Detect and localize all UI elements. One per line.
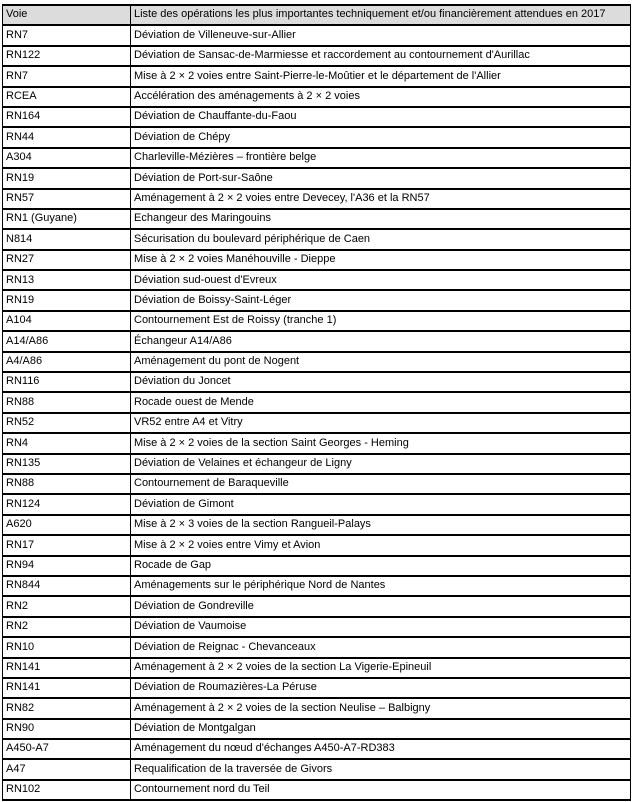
cell-voie: RN7 <box>3 66 131 86</box>
cell-voie: RN102 <box>3 780 131 800</box>
cell-operation: Aménagement du nœud d'échanges A450-A7-RD383 <box>131 739 631 759</box>
table-row <box>3 515 631 535</box>
cell-voie: RN116 <box>3 372 131 392</box>
cell-operation: Aménagements sur le périphérique Nord de Nantes <box>131 576 631 596</box>
cell-voie: RN82 <box>3 698 131 718</box>
table-row <box>3 189 631 209</box>
cell-operation: Mise à 2 × 2 voies de la section Saint Georges - Heming <box>131 433 631 453</box>
table-row <box>3 576 631 596</box>
cell-operation: Déviation de Gondreville <box>131 596 631 616</box>
cell-voie: RN2 <box>3 596 131 616</box>
table-row <box>3 596 631 616</box>
table-row <box>3 413 631 433</box>
table-row <box>3 25 631 45</box>
table-row <box>3 658 631 678</box>
cell-voie: RN57 <box>3 189 131 209</box>
cell-voie: N814 <box>3 229 131 249</box>
cell-voie: RN13 <box>3 270 131 290</box>
cell-operation: Charleville-Mézières – frontière belge <box>131 148 631 168</box>
cell-operation: Déviation de Port-sur-Saône <box>131 168 631 188</box>
cell-operation: Sécurisation du boulevard périphérique de Caen <box>131 229 631 249</box>
cell-operation: Contournement Est de Roissy (tranche 1) <box>131 311 631 331</box>
table-row <box>3 107 631 127</box>
cell-voie: RN94 <box>3 556 131 576</box>
cell-operation: Déviation de Gimont <box>131 494 631 514</box>
table-row <box>3 127 631 147</box>
cell-voie: A14/A86 <box>3 331 131 351</box>
cell-operation: Rocade de Gap <box>131 556 631 576</box>
table-row <box>3 780 631 800</box>
header-row <box>3 5 631 25</box>
cell-voie: RN88 <box>3 392 131 412</box>
cell-voie: A620 <box>3 515 131 535</box>
cell-voie: A104 <box>3 311 131 331</box>
cell-voie: A4/A86 <box>3 352 131 372</box>
operations-table <box>2 4 631 801</box>
cell-voie: RN90 <box>3 719 131 739</box>
cell-voie: RN135 <box>3 454 131 474</box>
table-row <box>3 270 631 290</box>
table-row <box>3 759 631 779</box>
cell-voie: RN844 <box>3 576 131 596</box>
table-row <box>3 556 631 576</box>
cell-operation: Mise à 2 × 2 voies entre Vimy et Avion <box>131 535 631 555</box>
column-header-voie: Voie <box>3 5 131 25</box>
cell-operation: Aménagement à 2 × 2 voies de la section La Vigerie-Epineuil <box>131 658 631 678</box>
cell-voie: RN27 <box>3 250 131 270</box>
cell-operation: Echangeur des Maringouins <box>131 209 631 229</box>
column-header-operations: Liste des opérations les plus importantes techniquement et/ou financièrement attendues en 2017 <box>131 5 631 25</box>
cell-operation: Déviation de Sansac-de-Marmiesse et raccordement au contournement d'Aurillac <box>131 46 631 66</box>
cell-operation: Contournement de Baraqueville <box>131 474 631 494</box>
cell-voie: RN44 <box>3 127 131 147</box>
document-page <box>2 4 631 801</box>
table-row <box>3 311 631 331</box>
cell-operation: Déviation de Velaines et échangeur de Ligny <box>131 454 631 474</box>
cell-operation: Mise à 2 × 2 voies entre Saint-Pierre-le-Moûtier et le département de l'Allier <box>131 66 631 86</box>
table-row <box>3 719 631 739</box>
table-header <box>3 5 631 25</box>
table-row <box>3 474 631 494</box>
cell-operation: Aménagement à 2 × 2 voies entre Devecey, l'A36 et la RN57 <box>131 189 631 209</box>
cell-voie: RN124 <box>3 494 131 514</box>
table-row <box>3 392 631 412</box>
cell-operation: Requalification de la traversée de Givors <box>131 759 631 779</box>
table-row <box>3 148 631 168</box>
table-row <box>3 678 631 698</box>
cell-operation: VR52 entre A4 et Vitry <box>131 413 631 433</box>
cell-operation: Déviation de Reignac - Chevanceaux <box>131 637 631 657</box>
cell-voie: RN17 <box>3 535 131 555</box>
table-row <box>3 66 631 86</box>
cell-operation: Échangeur A14/A86 <box>131 331 631 351</box>
cell-operation: Déviation de Vaumoise <box>131 617 631 637</box>
cell-operation: Déviation de Montgalgan <box>131 719 631 739</box>
cell-voie: RN4 <box>3 433 131 453</box>
cell-operation: Déviation sud-ouest d'Evreux <box>131 270 631 290</box>
table-row <box>3 290 631 310</box>
table-row <box>3 352 631 372</box>
cell-voie: RN141 <box>3 658 131 678</box>
table-body <box>3 25 631 800</box>
cell-operation: Déviation du Joncet <box>131 372 631 392</box>
table-row <box>3 229 631 249</box>
cell-voie: A450-A7 <box>3 739 131 759</box>
cell-operation: Mise à 2 × 2 voies Manéhouville - Dieppe <box>131 250 631 270</box>
table-row <box>3 617 631 637</box>
cell-operation: Aménagement à 2 × 2 voies de la section Neulise – Balbigny <box>131 698 631 718</box>
cell-operation: Déviation de Chépy <box>131 127 631 147</box>
cell-operation: Contournement nord du Teil <box>131 780 631 800</box>
cell-voie: RN52 <box>3 413 131 433</box>
table-row <box>3 739 631 759</box>
table-row <box>3 372 631 392</box>
table-row <box>3 250 631 270</box>
table-row <box>3 87 631 107</box>
table-row <box>3 433 631 453</box>
cell-voie: RN1 (Guyane) <box>3 209 131 229</box>
cell-voie: RCEA <box>3 87 131 107</box>
cell-voie: RN7 <box>3 25 131 45</box>
cell-voie: RN2 <box>3 617 131 637</box>
table-row <box>3 454 631 474</box>
table-row <box>3 209 631 229</box>
cell-operation: Déviation de Villeneuve-sur-Allier <box>131 25 631 45</box>
cell-voie: RN19 <box>3 168 131 188</box>
table-row <box>3 698 631 718</box>
cell-voie: RN19 <box>3 290 131 310</box>
cell-voie: RN164 <box>3 107 131 127</box>
cell-voie: RN10 <box>3 637 131 657</box>
table-row <box>3 535 631 555</box>
cell-operation: Déviation de Boissy-Saint-Léger <box>131 290 631 310</box>
table-row <box>3 637 631 657</box>
cell-operation: Déviation de Chauffante-du-Faou <box>131 107 631 127</box>
cell-operation: Déviation de Roumazières-La Péruse <box>131 678 631 698</box>
cell-operation: Mise à 2 × 3 voies de la section Rangueil-Palays <box>131 515 631 535</box>
table-row <box>3 331 631 351</box>
cell-voie: RN122 <box>3 46 131 66</box>
table-row <box>3 494 631 514</box>
table-row <box>3 46 631 66</box>
cell-voie: A47 <box>3 759 131 779</box>
table-row <box>3 168 631 188</box>
cell-voie: RN88 <box>3 474 131 494</box>
cell-operation: Rocade ouest de Mende <box>131 392 631 412</box>
cell-voie: RN141 <box>3 678 131 698</box>
cell-voie: A304 <box>3 148 131 168</box>
cell-operation: Accélération des aménagements à 2 × 2 voies <box>131 87 631 107</box>
cell-operation: Aménagement du pont de Nogent <box>131 352 631 372</box>
